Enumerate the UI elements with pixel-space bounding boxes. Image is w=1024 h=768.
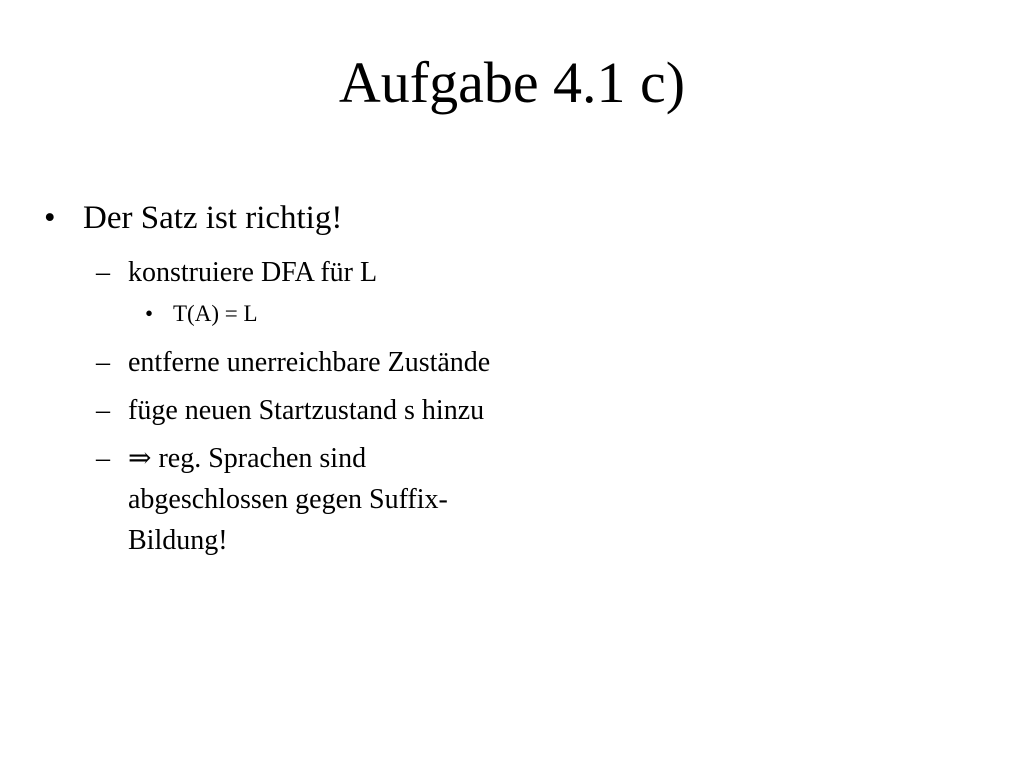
list-item-text: füge neuen Startzustand s hinzu <box>128 395 485 426</box>
list-item <box>40 298 500 330</box>
list-item-text: konstruiere DFA für L <box>128 257 378 288</box>
list-item-text: T(A) = L <box>173 301 258 326</box>
bullet-icon: • <box>145 301 154 326</box>
slide-title: Aufgabe 4.1 c) <box>338 50 686 115</box>
dash-icon: – <box>96 257 110 288</box>
list-item-text: Der Satz ist richtig! <box>83 200 343 236</box>
list-item <box>40 438 500 561</box>
bullet-list <box>40 196 500 568</box>
dash-icon: – <box>96 395 110 426</box>
list-item <box>40 252 500 293</box>
list-item <box>40 390 500 431</box>
dash-icon: – <box>96 443 110 474</box>
list-item <box>40 196 500 240</box>
list-item <box>40 342 500 383</box>
dash-icon: – <box>96 347 110 378</box>
list-item-text: ⇒ reg. Sprachen sind abgeschlossen gegen Suffix-Bildung! <box>128 443 448 556</box>
bullet-icon: • <box>44 200 56 236</box>
list-item-text: entferne unerreichbare Zustände <box>128 347 491 378</box>
